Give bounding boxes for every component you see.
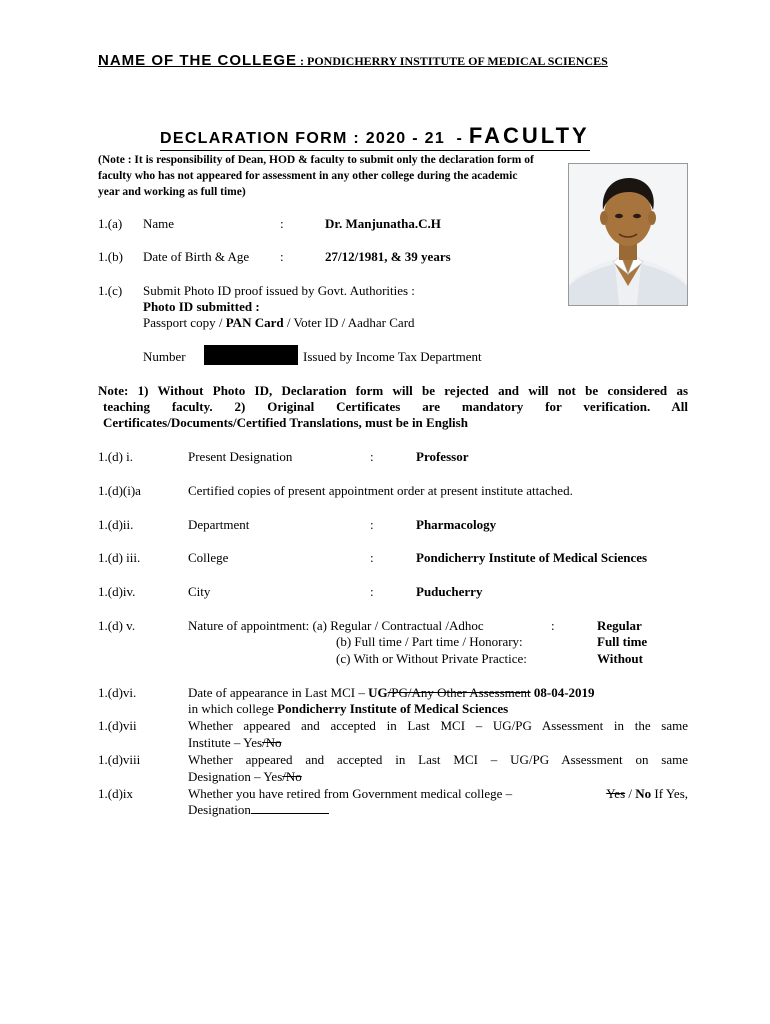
retired-post: If Yes, (651, 786, 688, 801)
appointment-value-b: Full time (597, 634, 648, 649)
same-inst-no: /No (262, 735, 282, 750)
field-num-1d-ii: 1.(d)ii. (98, 517, 134, 532)
city-value: Puducherry (416, 584, 483, 599)
retired-designation-label: Designation (188, 802, 251, 817)
college-colon: : (370, 550, 374, 565)
faculty-photo (568, 163, 688, 306)
last-mci-line1 (188, 685, 595, 701)
retired-answer (606, 786, 688, 802)
field-num-1d-v: 1.(d) v. (98, 618, 136, 633)
photo-id-pan: PAN Card (225, 315, 284, 330)
note-top: (Note : It is responsibility of Dean, HOD & faculty to submit only the declaration form of faculty who has not appeared for assessment in any other college during the academic year and working as full time) (98, 154, 534, 198)
name-label: Name (143, 216, 175, 231)
field-num-1b: 1.(b) (98, 249, 123, 264)
city-colon: : (370, 584, 374, 599)
declaration-title: DECLARATION FORM : 2020 - 21 - (160, 130, 469, 147)
field-num-1c: 1.(c) (98, 283, 123, 298)
note2-line2: teaching faculty. 2) Original Certificates are mandatory for verification. All (103, 399, 688, 414)
field-num-1d-iv: 1.(d)iv. (98, 584, 136, 599)
retired-slash: / (625, 786, 636, 801)
college-header-sep: : (297, 54, 307, 68)
last-mci-ug: UG (368, 685, 388, 700)
department-value: Pharmacology (416, 517, 497, 532)
designation-colon: : (370, 449, 374, 464)
photo-id-submitted: Photo ID submitted : (143, 299, 260, 314)
designation-label: Present Designation (188, 449, 293, 464)
field-num-1d-ia: 1.(d)(i)a (98, 483, 141, 498)
photo-id-instruction: Submit Photo ID proof issued by Govt. Authorities : (143, 283, 415, 298)
last-mci-line2 (188, 701, 508, 717)
photo-id-passport: Passport copy / (143, 315, 226, 330)
field-num-1d-i: 1.(d) i. (98, 449, 134, 464)
note2-line3: Certificates/Documents/Certified Translations, must be in English (103, 415, 468, 430)
retired-line1 (188, 786, 688, 802)
field-num-1d-viii: 1.(d)viii (98, 752, 141, 767)
retired-no: No (635, 786, 652, 801)
same-desig-line1: Whether appeared and accepted in Last MCI – UG/PG Assessment on same (188, 752, 688, 767)
last-mci-date: 08-04-2019 (530, 685, 595, 700)
college-header-name: PONDICHERRY INSTITUTE OF MEDICAL SCIENCES (307, 54, 608, 68)
dob-label: Date of Birth & Age (143, 249, 250, 264)
same-desig-line2 (188, 769, 302, 785)
appointment-colon: : (551, 618, 555, 633)
same-inst-yes: Institute – Yes (188, 735, 263, 750)
last-mci-college-pre: in which college (188, 701, 278, 716)
department-colon: : (370, 517, 374, 532)
department-label: Department (188, 517, 250, 532)
dob-colon: : (280, 249, 284, 264)
same-inst-line2 (188, 735, 282, 751)
dob-value: 27/12/1981, & 39 years (325, 249, 451, 264)
field-num-1d-ix: 1.(d)ix (98, 786, 134, 801)
city-label: City (188, 584, 211, 599)
designation-value: Professor (416, 449, 469, 464)
id-issued-by: Issued by Income Tax Department (303, 349, 482, 364)
retired-pre: Whether you have retired from Government medical college – (188, 786, 516, 801)
appointment-value-c: Without (597, 651, 643, 666)
college-header (98, 52, 608, 69)
field-num-1d-iii: 1.(d) iii. (98, 550, 141, 565)
retired-line2 (188, 802, 329, 818)
retired-designation-blank[interactable] (251, 802, 329, 814)
last-mci-struck: /PG/Any Other Assessment (387, 685, 531, 700)
photo-id-types (143, 315, 415, 331)
faculty-title: FACULTY (468, 123, 590, 148)
appointment-label-a: Nature of appointment: (a) Regular / Contractual /Adhoc (188, 618, 484, 633)
retired-yes: Yes (606, 786, 626, 801)
college-header-label: NAME OF THE COLLEGE (98, 52, 297, 69)
college-value: Pondicherry Institute of Medical Sciences (416, 550, 648, 565)
field-num-1d-vi: 1.(d)vi. (98, 685, 137, 700)
field-num-1a: 1.(a) (98, 216, 123, 231)
same-desig-no: /No (282, 769, 302, 784)
form-title (160, 123, 590, 151)
appointment-label-b: (b) Full time / Part time / Honorary: (336, 634, 523, 649)
field-num-1d-vii: 1.(d)vii (98, 718, 137, 733)
appointment-value-a: Regular (597, 618, 642, 633)
college-label: College (188, 550, 229, 565)
id-number-label: Number (143, 349, 186, 364)
person-photo-icon (569, 164, 687, 305)
same-desig-yes: Designation – Yes (188, 769, 283, 784)
name-value: Dr. Manjunatha.C.H (325, 216, 441, 231)
photo-id-others: / Voter ID / Aadhar Card (283, 315, 415, 330)
id-number-redacted (204, 345, 298, 365)
same-inst-line1: Whether appeared and accepted in Last MCI – UG/PG Assessment in the same (188, 718, 688, 733)
last-mci-pre: Date of appearance in Last MCI – (188, 685, 369, 700)
note2-line1: Note: 1) Without Photo ID, Declaration form will be rejected and will not be considered as (98, 383, 688, 398)
name-colon: : (280, 216, 284, 231)
appointment-order-text: Certified copies of present appointment order at present institute attached. (188, 483, 573, 498)
appointment-label-c: (c) With or Without Private Practice: (336, 651, 527, 666)
last-mci-college: Pondicherry Institute of Medical Sciences (277, 701, 509, 716)
